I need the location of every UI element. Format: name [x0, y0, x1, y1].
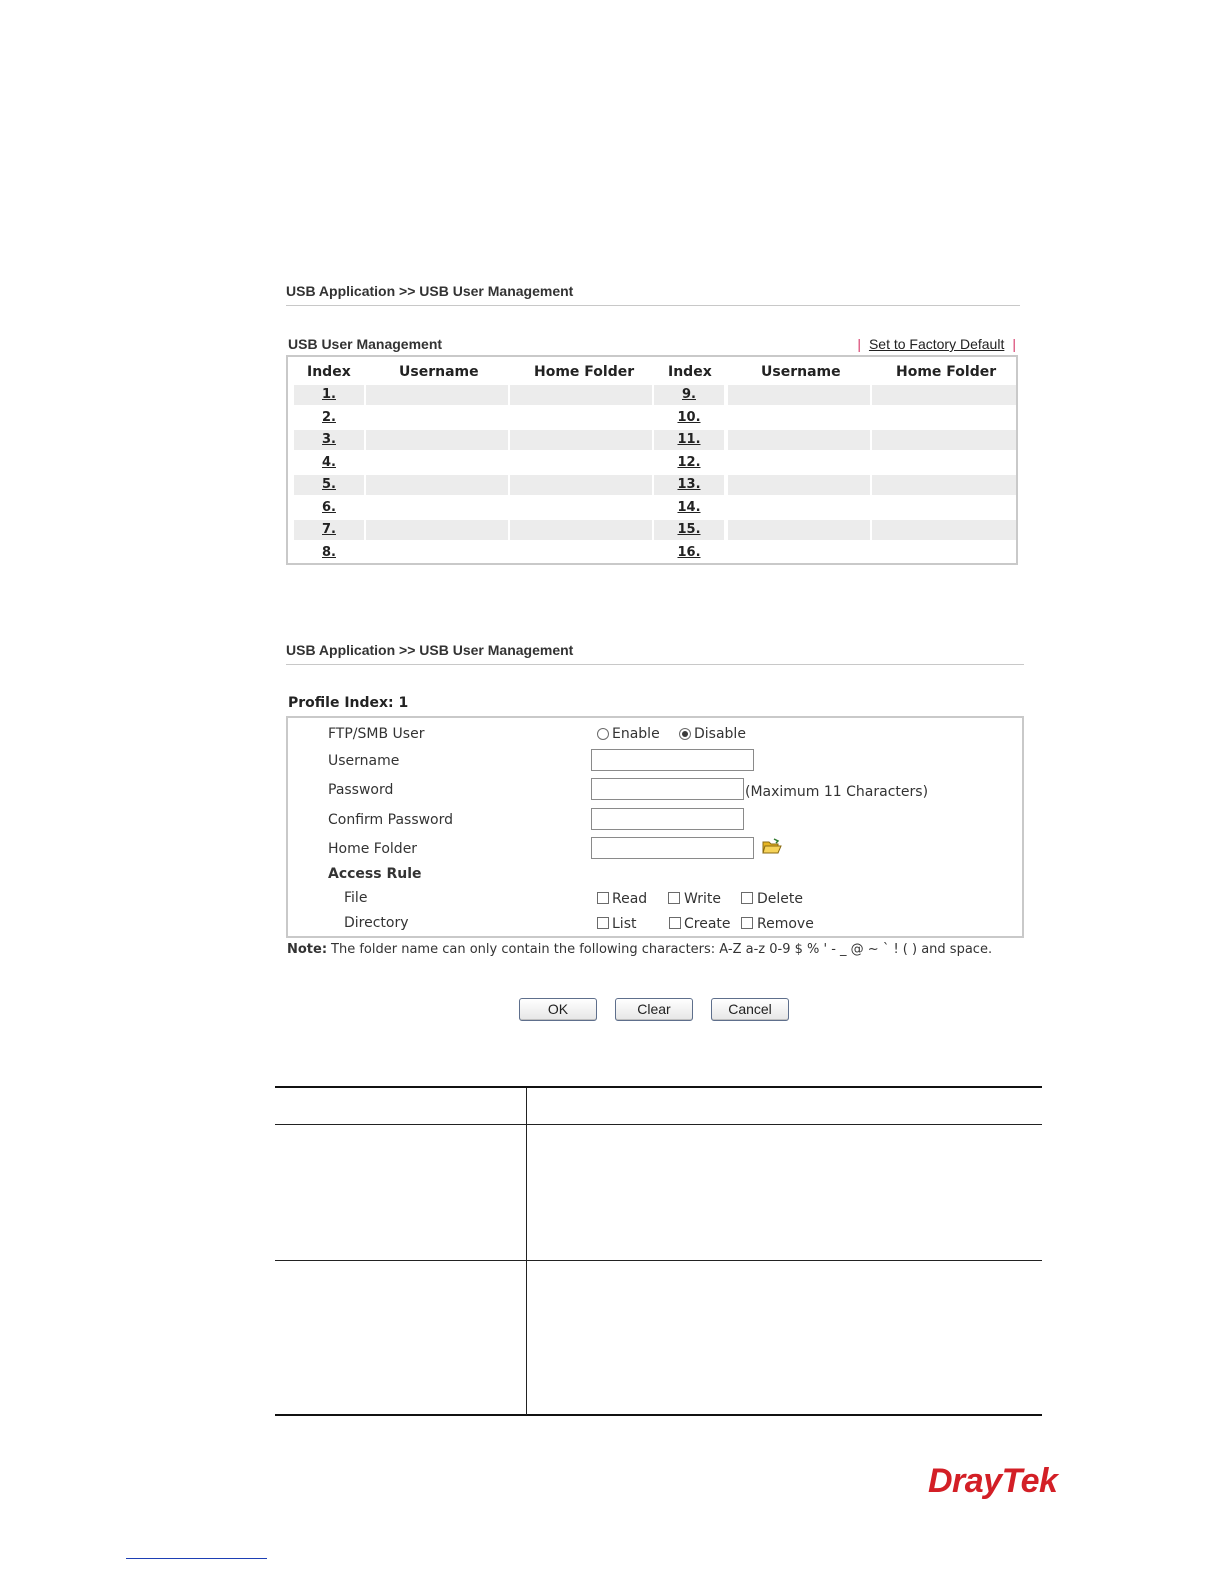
column-header-home-folder: Home Folder	[534, 364, 635, 380]
enable-radio[interactable]	[597, 728, 609, 740]
doc-table-header-rule	[275, 1124, 1042, 1125]
user-table	[286, 355, 1018, 565]
index-link[interactable]: 10.	[677, 409, 701, 425]
username-cell	[728, 408, 870, 428]
note-label: Note:	[287, 942, 328, 957]
home-folder-cell	[510, 498, 652, 518]
note-text: The folder name can only contain the following characters: A-Z a-z 0-9 $ % ' - _ @ ~ ` ! ( ) and space.	[331, 942, 993, 957]
table-row	[294, 453, 1016, 473]
home-folder-label: Home Folder	[328, 841, 418, 857]
confirm-password-input[interactable]	[591, 808, 744, 830]
home-folder-cell	[872, 520, 1016, 540]
username-cell	[366, 385, 508, 405]
username-cell	[728, 520, 870, 540]
index-link[interactable]: 7.	[294, 520, 364, 540]
table-row	[294, 430, 1016, 450]
column-header-index: Index	[307, 364, 351, 380]
write-label: Write	[684, 891, 721, 907]
breadcrumb: USB Application >> USB User Management	[286, 283, 574, 299]
password-label: Password	[328, 782, 394, 798]
index-link[interactable]: 4.	[322, 454, 336, 470]
cancel-button[interactable]: Cancel	[711, 998, 789, 1021]
home-folder-cell	[510, 408, 652, 428]
set-factory-default-link[interactable]: Set to Factory Default	[868, 336, 1005, 352]
profile-form	[286, 716, 1024, 938]
home-folder-cell	[510, 475, 652, 495]
draytek-logo: DrayTek	[928, 1462, 1058, 1500]
home-folder-cell	[872, 453, 1016, 473]
username-cell	[728, 498, 870, 518]
home-folder-cell	[510, 385, 652, 405]
username-cell	[728, 453, 870, 473]
separator: |	[1012, 336, 1016, 352]
column-header-index: Index	[668, 364, 712, 380]
column-header-username: Username	[399, 364, 479, 380]
home-folder-cell	[510, 430, 652, 450]
index-link[interactable]: 15.	[654, 520, 724, 540]
ftp-smb-user-label: FTP/SMB User	[328, 726, 425, 742]
breadcrumb-divider	[286, 305, 1020, 306]
home-folder-input[interactable]	[591, 837, 754, 859]
index-link[interactable]: 3.	[294, 430, 364, 450]
read-label: Read	[612, 891, 648, 907]
doc-table-top-rule	[275, 1086, 1042, 1088]
username-input[interactable]	[591, 749, 754, 771]
delete-label: Delete	[757, 891, 803, 907]
confirm-password-label: Confirm Password	[328, 812, 454, 828]
column-header-username: Username	[761, 364, 841, 380]
index-link[interactable]: 8.	[322, 544, 336, 560]
remove-checkbox[interactable]	[741, 917, 753, 929]
ok-button[interactable]: OK	[519, 998, 597, 1021]
table-row	[294, 475, 1016, 495]
home-folder-cell	[510, 453, 652, 473]
password-hint: (Maximum 11 Characters)	[745, 784, 929, 800]
read-checkbox[interactable]	[597, 892, 609, 904]
enable-label: Enable	[612, 726, 660, 742]
table-row	[294, 408, 1016, 428]
home-folder-cell	[872, 385, 1016, 405]
list-label: List	[612, 916, 637, 932]
doc-table-column-divider	[526, 1088, 527, 1415]
doc-table-bottom-rule	[275, 1414, 1042, 1416]
home-folder-cell	[510, 543, 652, 563]
index-link[interactable]: 5.	[294, 475, 364, 495]
table-row	[294, 520, 1016, 540]
home-folder-cell	[872, 475, 1016, 495]
file-label: File	[344, 890, 368, 906]
folder-icon[interactable]	[762, 838, 782, 861]
home-folder-cell	[872, 543, 1016, 563]
table-row	[294, 498, 1016, 518]
table-row	[294, 385, 1016, 405]
index-link[interactable]: 1.	[294, 385, 364, 405]
index-link[interactable]: 9.	[654, 385, 724, 405]
disable-radio[interactable]	[679, 728, 691, 740]
index-link[interactable]: 6.	[322, 499, 336, 515]
username-cell	[728, 385, 870, 405]
username-label: Username	[328, 753, 400, 769]
username-cell	[366, 520, 508, 540]
index-link[interactable]: 2.	[322, 409, 336, 425]
username-cell	[366, 408, 508, 428]
index-link[interactable]: 13.	[654, 475, 724, 495]
home-folder-cell	[872, 430, 1016, 450]
username-cell	[366, 475, 508, 495]
doc-table-row-rule	[275, 1260, 1042, 1261]
username-cell	[728, 543, 870, 563]
column-header-home-folder: Home Folder	[896, 364, 997, 380]
disable-label: Disable	[694, 726, 746, 742]
factory-default-bar	[849, 336, 1016, 352]
username-cell	[728, 475, 870, 495]
password-input[interactable]	[591, 778, 744, 800]
breadcrumb-divider	[286, 664, 1024, 665]
index-link[interactable]: 16.	[677, 544, 701, 560]
directory-label: Directory	[344, 915, 409, 931]
profile-index-label: Profile Index: 1	[288, 695, 409, 711]
home-folder-cell	[510, 520, 652, 540]
clear-button[interactable]: Clear	[615, 998, 693, 1021]
separator: |	[857, 336, 861, 352]
create-label: Create	[684, 916, 731, 932]
username-cell	[366, 543, 508, 563]
access-rule-label: Access Rule	[328, 866, 422, 882]
list-checkbox[interactable]	[597, 917, 609, 929]
username-cell	[728, 430, 870, 450]
create-checkbox[interactable]	[669, 917, 681, 929]
footer-link-underline	[126, 1558, 267, 1559]
folder-name-note	[287, 941, 1027, 959]
write-checkbox[interactable]	[668, 892, 680, 904]
username-cell	[366, 498, 508, 518]
index-link[interactable]: 14.	[677, 499, 701, 515]
home-folder-cell	[872, 498, 1016, 518]
breadcrumb: USB Application >> USB User Management	[286, 642, 574, 658]
username-cell	[366, 430, 508, 450]
table-row	[294, 543, 1016, 563]
delete-checkbox[interactable]	[741, 892, 753, 904]
index-link[interactable]: 12.	[677, 454, 701, 470]
index-link[interactable]: 11.	[654, 430, 724, 450]
remove-label: Remove	[757, 916, 814, 932]
panel-title: USB User Management	[288, 336, 443, 352]
home-folder-cell	[872, 408, 1016, 428]
username-cell	[366, 453, 508, 473]
